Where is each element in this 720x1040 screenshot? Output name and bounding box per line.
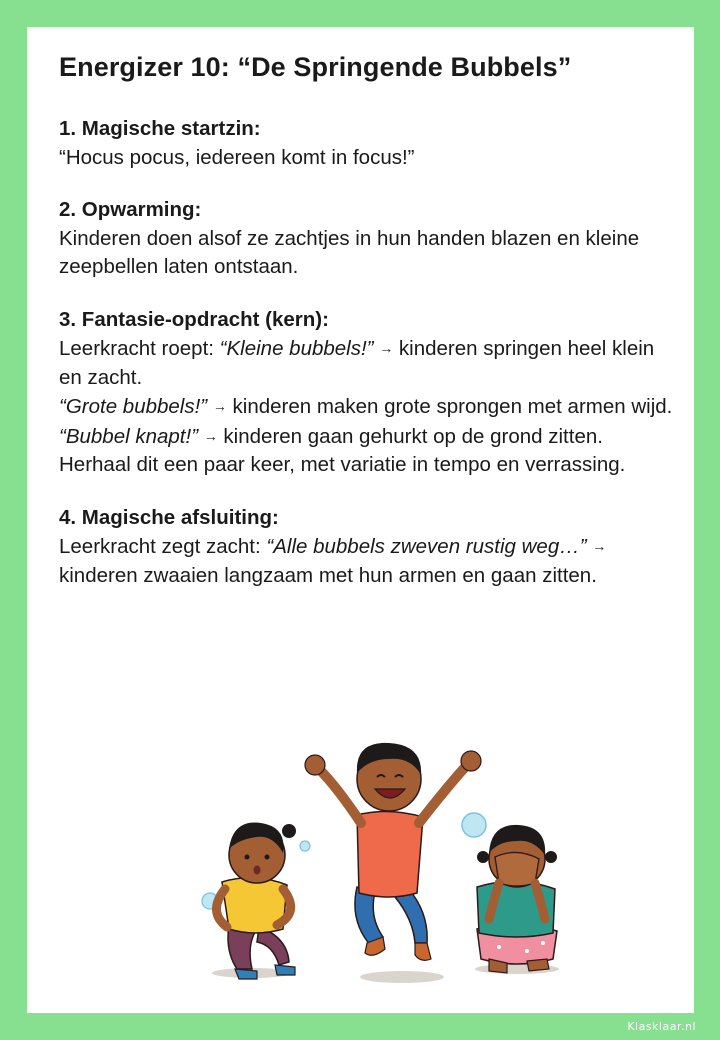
instruction-rest: kinderen springen heel klein en zacht.	[59, 337, 655, 389]
section-heading: 2. Opwarming:	[59, 198, 202, 221]
instruction-quote: “Alle bubbels zweven rustig weg…”	[266, 535, 587, 558]
instruction-rest: kinderen gaan gehurkt op de grond zitten.	[217, 424, 603, 448]
instruction-prefix: Leerkracht zegt zacht:	[59, 535, 267, 558]
instruction-rest: kinderen zwaaien langzaam met hun armen en gaan zitten.	[59, 563, 597, 587]
arrow-icon: →	[212, 398, 227, 414]
instruction-rest: kinderen maken grote sprongen met armen wijd.	[226, 395, 673, 418]
children-jumping-illustration	[177, 707, 567, 992]
section-warm-up	[59, 196, 679, 282]
section-start-sentence	[59, 115, 679, 172]
instruction-quote: “Bubbel knapt!”	[59, 424, 199, 448]
section-text: “Hocus pocus, iedereen komt in focus!”	[59, 145, 415, 169]
arrow-icon: →	[203, 427, 218, 444]
energizer-card	[27, 27, 694, 1013]
section-closing: Herhaal dit een paar keer, met variatie in tempo en verrassing.	[59, 453, 626, 476]
card-content	[59, 47, 679, 590]
child-right	[477, 825, 557, 973]
arrow-icon: →	[379, 340, 394, 356]
bubble-icon	[462, 813, 486, 837]
instruction-prefix: Leerkracht roept:	[59, 337, 220, 360]
shadow-center	[360, 971, 444, 983]
instruction-quote: “Grote bubbels!”	[59, 395, 208, 418]
section-heading: 4. Magische afsluiting:	[59, 505, 279, 529]
footer-brand: Klasklaar.nl	[627, 1020, 696, 1033]
section-heading: 3. Fantasie-opdracht (kern):	[59, 307, 329, 331]
section-closing-ritual	[59, 504, 679, 591]
instruction-line	[59, 334, 679, 392]
instruction-line	[59, 532, 679, 590]
page-title: Energizer 10: “De Springende Bubbels”	[59, 52, 572, 82]
instruction-quote: “Kleine bubbels!”	[219, 337, 374, 360]
section-text: Kinderen doen alsof ze zachtjes in hun handen blazen en kleine zeepbellen laten ontstaan.	[59, 226, 640, 278]
instruction-line	[59, 422, 679, 452]
child-center	[305, 743, 481, 960]
arrow-icon: →	[592, 538, 607, 554]
child-left	[216, 823, 296, 979]
instruction-line	[59, 392, 679, 422]
bubble-icon	[300, 841, 310, 851]
section-fantasy-task	[59, 306, 679, 480]
section-heading: 1. Magische startzin:	[59, 117, 261, 140]
